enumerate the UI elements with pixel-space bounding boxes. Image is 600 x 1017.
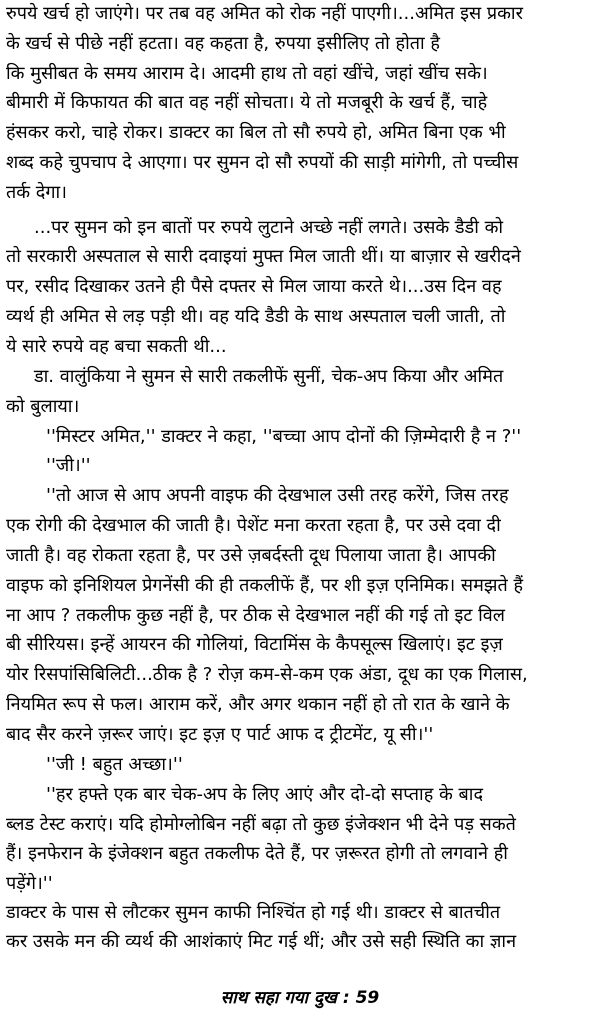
body-line: ये सारे रुपये वह बचा सकती थी... — [6, 336, 227, 357]
body-line: कि मुसीबत के समय आराम दे। आदमी हाथ तो वहां खींचे, जहां खींच सके। — [6, 63, 488, 84]
footer-separator: : — [342, 988, 350, 1008]
body-line: व्यर्थ ही अमित से लड़ पड़ी थी। वह यदि डैडी के साथ अस्पताल चली जाती, तो — [6, 306, 506, 327]
body-line: जाती है। वह रोकता रहता है, पर उसे ज़बर्दस्ती दूध पिलाया जाता है। आपकी — [6, 545, 496, 566]
body-line: बीमारी में किफायत की बात वह नहीं सोचता। ये तो मजबूरी के खर्च हैं, चाहे — [6, 92, 488, 113]
body-line: पड़ेंगे।'' — [6, 873, 53, 894]
body-line: बाद सैर करने ज़रूर जाएं। इट इज़ ए पार्ट आफ द ट्रीटमेंट, यू सी।'' — [6, 724, 434, 745]
page-footer — [6, 985, 594, 1008]
dialogue-line: ''जी ! बहुत अच्छा।'' — [46, 754, 183, 775]
body-line: हंसकर करो, चाहे रोकर। डाक्टर का बिल तो सौ रुपये हो, अमित बिना एक भी — [6, 122, 506, 143]
body-line: नियमित रूप से फल। आराम करें, और अगर थकान नहीं हो तो रात के खाने के — [6, 694, 510, 715]
dialogue-line: ''हर हफ्ते एक बार चेक-अप के लिए आएं और दो-दो सप्ताह के बाद — [46, 784, 484, 805]
body-line: ब्लड टेस्ट कराएं। यदि होमोग्लोबिन नहीं बढ़ा तो कुछ इंजेक्शन भी देने पड़ सकते — [6, 814, 516, 835]
dialogue-line: ''तो आज से आप अपनी वाइफ की देखभाल उसी तरह करेंगे, जिस तरह — [46, 485, 509, 506]
body-line: ...पर सुमन को इन बातों पर रुपये लुटाने अच्छे नहीं लगते। उसके डैडी को — [34, 217, 504, 238]
body-line: ना आप ? तकलीफ कुछ नहीं है, पर ठीक से देखभाल नहीं की गई तो इट विल — [6, 605, 506, 626]
body-line: के खर्च से पीछे नहीं हटता। वह कहता है, रुपया इसीलिए तो होता है — [6, 33, 440, 54]
page-number: 59 — [355, 988, 380, 1008]
body-line: तो सरकारी अस्पताल से सारी दवाइयां मुफ्त मिल जाती थीं। या बाज़ार से खरीदने — [6, 246, 521, 267]
body-line: एक रोगी की देखभाल की जाती है। पेशेंट मना करता रहता है, पर उसे दवा दी — [6, 515, 501, 536]
running-title: साथ सहा गया दुख — [220, 988, 337, 1008]
dialogue-line: ''मिस्टर अमित,'' डाक्टर ने कहा, ''बच्चा आप दोनों की ज़िम्मेदारी है न ?'' — [46, 426, 522, 447]
body-line: बी सीरियस। इन्हें आयरन की गोलियां, विटामिंस के कैपसूल्स खिलाएं। इट इज़ — [6, 634, 503, 655]
body-line: हैं। इनफेरान के इंजेक्शन बहुत तकलीफ देते हैं, पर ज़रूरत होगी तो लगवाने ही — [6, 843, 508, 864]
body-line: पर, रसीद दिखाकर उतने ही पैसे दफ्तर से मिल जाया करते थे।...उस दिन वह — [6, 276, 502, 297]
body-line: डाक्टर के पास से लौटकर सुमन काफी निश्चिंत हो गई थी। डाक्टर से बातचीत — [6, 902, 501, 923]
body-line: वाइफ को इनिशियल प्रेगनेंसी की ही तकलीफें हैं, पर शी इज़ एनिमिक। समझते हैं — [6, 575, 524, 596]
body-line: को बुलाया। — [6, 396, 80, 417]
body-line: रुपये खर्च हो जाएंगे। पर तब वह अमित को रोक नहीं पाएगी।...अमित इस प्रकार — [6, 3, 523, 24]
body-line: योर रिसपांसिबिलिटी...ठीक है ? रोज़ कम-से-कम एक अंडा, दूध का एक गिलास, — [6, 664, 528, 685]
body-line: शब्द कहे चुपचाप दे आएगा। पर सुमन दो सौ रुपयों की साड़ी मांगेगी, तो पच्चीस — [6, 152, 519, 173]
book-page — [6, 0, 594, 1017]
dialogue-line: ''जी।'' — [46, 455, 91, 476]
body-line: तर्क देगा। — [6, 182, 67, 203]
body-line: डा. वालुंकिया ने सुमन से सारी तकलीफें सुनीं, चेक-अप किया और अमित — [34, 366, 504, 387]
body-line: कर उसके मन की व्यर्थ की आशंकाएं मिट गई थीं; और उसे सही स्थिति का ज्ञान — [6, 931, 517, 952]
